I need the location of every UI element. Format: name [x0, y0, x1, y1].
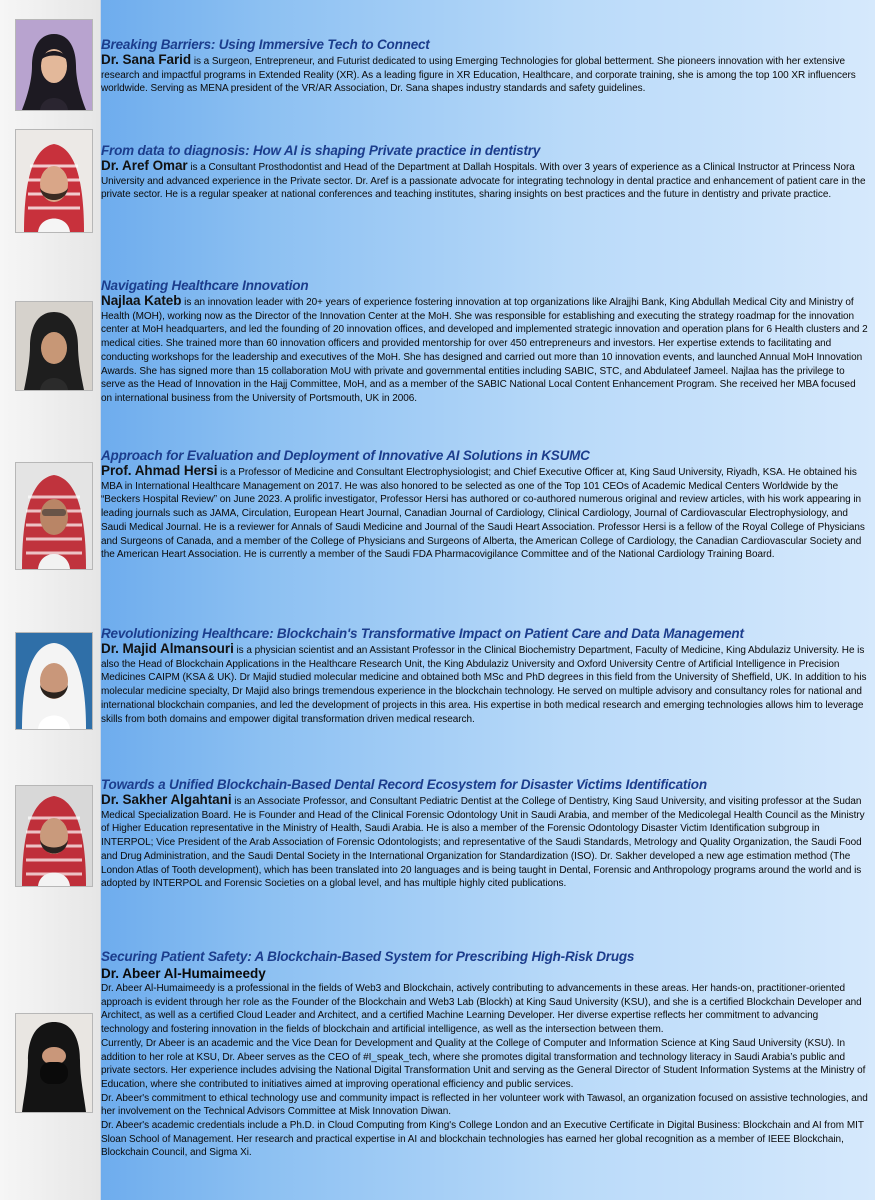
speaker-name: Dr. Majid Almansouri	[101, 641, 234, 656]
portrait-image	[16, 130, 92, 232]
speaker-bio	[101, 793, 868, 891]
speaker-name: Najlaa Kateb	[101, 293, 182, 308]
speaker-name: Dr. Aref Omar	[101, 158, 188, 173]
talk-title: Breaking Barriers: Using Immersive Tech to Connect	[101, 37, 430, 52]
speaker-photo	[15, 129, 93, 233]
speaker-photo	[15, 785, 93, 887]
talk-title: Towards a Unified Blockchain-Based Dental Record Ecosystem for Disaster Victims Identification	[101, 777, 707, 792]
bio-text: is a Professor of Medicine and Consultant Electrophysiologist; and Chief Executive Officer at, King Saud University, Riyadh, KSA. He obtained his MBA in International Healthcare Management on 2017. He was also honored to be selected as one of the Top 101 CEOs of Academic Medical Centers Worldwide by the “Beckers Hospital Review” on June 2023. A prolific investigator, Professor Hersi has authored or co-authored numerous original and review articles, with his work appearing in leading journals such as JAMA, Circulation, European Heart Journal, Canadian Journal of Cardiology, Clinical Cardiology, Journal of Cardiovascular Electrophysiology, and Saudi Medical Journal. He is a reviewer for Annals of Saudi Medicine and Journal of the Saudi Heart Association. Professor Hersi is a fellow of the Royal College of Physicians and Surgeons of Canada, and a member of the College of Physicians and Surgeons of Alberta, the American College of Cardiology, the Canadian Cardiovascular Society and the American Heart Association. He is currently a member of the Saudi FDA Pharmacovigilance Committee and of the National Cardiology Training Board.	[101, 467, 865, 561]
speaker-bio	[101, 982, 868, 1160]
portrait-image	[16, 786, 92, 886]
portrait-image	[16, 633, 92, 729]
speaker-name: Prof. Ahmad Hersi	[101, 463, 218, 478]
speaker-bio	[101, 294, 868, 406]
talk-title: From data to diagnosis: How AI is shaping Private practice in dentistry	[101, 143, 541, 158]
bio-paragraph: Dr. Abeer Al-Humaimeedy is a professional in the fields of Web3 and Blockchain, actively contributing to advancements in these areas. Her hands-on, practitioner-oriented approach is evident through her role as the Founder of the Blockchain and Web3 Lab (Blockh) at King Saud University (KSU), and she is a certified Blockchain Developer and Architect, as well as a certified Cloud Leader and Architect, and a certified Machine Learning Developer. Her diverse expertise reflects her commitment to advancing technology and fostering innovation in the fields of blockchain and artificial intelligence, as well as the intersection between them.	[101, 983, 862, 1036]
speaker-name: Dr. Sana Farid	[101, 52, 192, 67]
talk-title: Securing Patient Safety: A Blockchain-Based System for Prescribing High-Risk Drugs	[101, 949, 635, 964]
talk-title: Revolutionizing Healthcare: Blockchain's Transformative Impact on Patient Care and Data Management	[101, 626, 744, 641]
speaker-bio	[101, 53, 868, 96]
speaker-photo	[15, 632, 93, 730]
bio-text: is a Surgeon, Entrepreneur, and Futurist dedicated to using Emerging Technologies for global betterment. She pioneers innovation with her extensive research and impactful programs in Extended Reality (XR). As a leading figure in XR Education, Healthcare, and corporate training, she is among the top 100 XR influencers worldwide. Serving as MENA president of the VR/AR Association, Dr. Sana shapes industry standards and safety guidelines.	[101, 56, 856, 95]
bio-text: is an Associate Professor, and Consultant Pediatric Dentist at the College of Dentistry, King Saud University, and visiting professor at the Sudan Medical Specialization Board. He is Founder and Head of the Clinical Forensic Odontology Unit in Saudi Arabia, and member of the Medicolegal Health Council as the Ministry of Higher Education representative in the Ministry of Health, Saudi Arabia. He is also a member of the Forensic Odontology Disaster Victim Identification subgroup in INTERPOL; Vice President of the Arab Association of Forensic Odontologists; and representative of the Saudi Standards, Metrology and Quality Organization, the Saudi Food and Drug Administration, and the Saudi Dental Society in the International Organization for Standardization (ISO). Dr. Sakher developed a new age estimation method (The London Atlas of Tooth development), which has been translated into 20 languages and is being taught in Dental, Forensic and Anthropology programs around the world and is adopted by INTERPOL and Forensic Societies on a global level, and has multiple highly cited publications.	[101, 796, 865, 890]
bio-paragraph: Dr. Abeer's academic credentials include a Ph.D. in Cloud Computing from King's College London and an Executive Certificate in Digital Business: Blockchain and AI from MIT Sloan School of Management. Her research and practical expertise in AI and blockchain technologies has earned her global recognition as a member of IEEE Blockchain, Blockchain Council, and Sigma Xi.	[101, 1120, 864, 1159]
bio-text: is a Consultant Prosthodontist and Head of the Department at Dallah Hospitals. With over 3 years of experience as a Clinical Instructor at Princess Nora University and advanced experience in the Private sector. Dr. Aref is a passionate advocate for integrating technology in dental practice and enhancement of patient care in the private sector. He is a regular speaker at national conferences and teaching institutes, sharing insights on best practices and the future in dentistry and private practice.	[101, 162, 866, 201]
bio-text: is an innovation leader with 20+ years of experience fostering innovation at top organizations like Alrajjhi Bank, King Abdullah Medical City and Ministry of Health (MOH), working now as the Director of the Innovation Center at the MoH. She was responsible for establishing and executing the strategy roadmap for the innovation center at MoH headquarters, and led the founding of 20 innovation offices, and developed and implemented strategic innovation and operation plans for 6 Health clusters and 2 medical cities. She trained more than 60 innovation officers and provided mentorship for over 450 entrepreneurs and investors. Her expertise extends to facilitating and conducting workshops for the leadership and executives of the MoH. She has designed and carried out more than 10 innovation events, and launched Annual MoH Innovation Awards. She has signed more than 15 collaboration MoU with private and governmental entities including SABIC, STC, and Abdulateef Jameel. Najlaa has the privilege to serve as the Head of Innovation in the Hajj Committee, MoH, and as a member of the SABIC National Local Content Enhancement Program. She received her MBA focused on international business from the University of Portsmouth, UK in 2006.	[101, 297, 868, 404]
portrait-image	[16, 20, 92, 110]
portrait-image	[16, 302, 92, 390]
speaker-name: Dr. Abeer Al-Humaimeedy	[101, 966, 266, 981]
bio-text: is a physician scientist and an Assistant Professor in the Clinical Biochemistry Department, Faculty of Medicine, King Abdulaziz University. He is also the Head of Blockchain Applications in the Healthcare Research Unit, the King Abdulaziz University and Oxford University Centre of Artificial Intelligence in Precision Medicines CAIPM (KSA & UK). Dr Majid studied molecular medicine and obtained both MSc and PhD degrees in this field from the University of Sheffield, UK. In addition to his molecular medicine specialty, Dr Majid also brings tremendous experience in the blockchain technology. He served on multiple advisory and consultancy roles for national and international blockchain companies, and led the development of projects in this area. His expertise in both medical research and emerging technologies allows him to leverage skills from both domains and empower digital transformation driven medical research.	[101, 645, 867, 725]
speaker-photo	[15, 462, 93, 570]
speaker-photo	[15, 301, 93, 391]
speaker-photo	[15, 1013, 93, 1113]
speaker-bio	[101, 642, 868, 726]
portrait-image	[16, 1014, 92, 1112]
talk-title: Approach for Evaluation and Deployment of Innovative AI Solutions in KSUMC	[101, 448, 590, 463]
speaker-name: Dr. Sakher Algahtani	[101, 792, 232, 807]
bio-paragraph: Dr. Abeer's commitment to ethical technology use and community impact is reflected in her volunteer work with Tawasol, an organization focused on assistive technologies, and her involvement on the Technical Advisors Committee at Misk Innovation Diwan.	[101, 1092, 868, 1118]
speaker-bio	[101, 159, 868, 202]
talk-title: Navigating Healthcare Innovation	[101, 278, 309, 293]
speaker-photo	[15, 19, 93, 111]
portrait-image	[16, 463, 92, 569]
speaker-bio	[101, 464, 868, 562]
bio-paragraph: Currently, Dr Abeer is an academic and the Vice Dean for Development and Quality at the College of Computer and Information Science at King Saud University (KSU). In addition to her role at KSU, Dr. Abeer serves as the CEO of #I_speak_tech, where she promotes digital transformation and technology literacy in Saudi Arabia’s public and private sectors. Her experience includes advising the National Digital Transformation Unit and serving as the General Director of Student Information Systems at the Ministry of Education, where she contributed to initiatives aimed at improving operational efficiency and public services.	[101, 1037, 866, 1090]
